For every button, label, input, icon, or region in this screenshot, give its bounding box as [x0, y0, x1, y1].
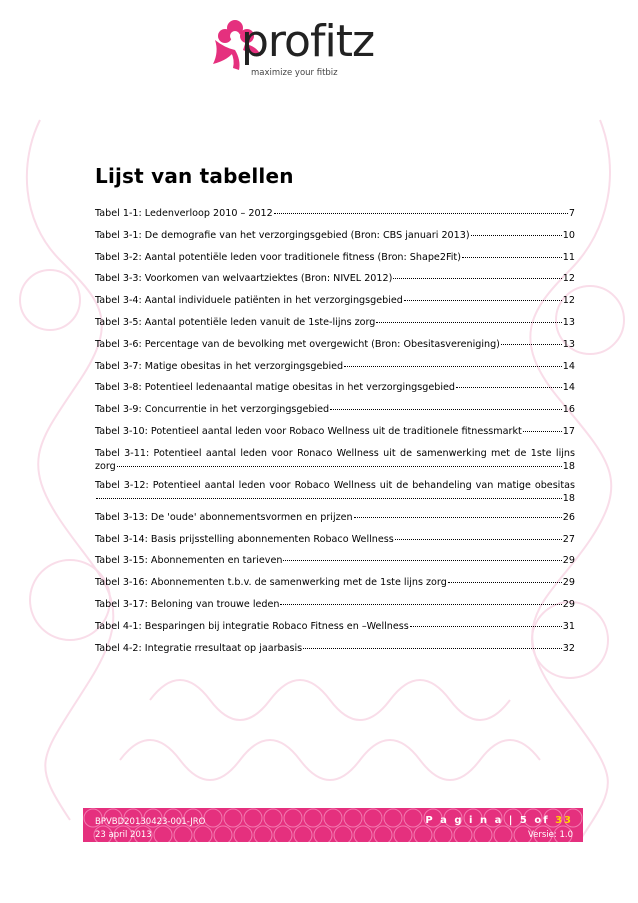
toc-leader-dots — [456, 387, 562, 388]
page-footer — [83, 808, 583, 842]
profitz-logo — [205, 14, 405, 84]
toc-leader-dots — [393, 278, 561, 279]
toc-entry[interactable] — [95, 230, 575, 252]
toc-entry[interactable] — [95, 480, 575, 507]
toc-entry-text: Tabel 3-9: Concurrentie in het verzorgingsgebied — [95, 404, 330, 416]
toc-entry-page: 14 — [562, 382, 575, 394]
toc-leader-dots — [96, 498, 562, 499]
toc-entry-page: 31 — [562, 620, 575, 632]
toc-entry[interactable] — [95, 252, 575, 274]
toc-entry[interactable] — [95, 361, 575, 383]
toc-entry-page: 26 — [562, 511, 575, 523]
page-number — [425, 815, 573, 826]
toc-entry-text: Tabel 3-13: De 'oude' abonnementsvormen en prijzen — [95, 511, 353, 523]
toc-entry-page: 7 — [568, 208, 575, 219]
toc-entry[interactable] — [95, 448, 575, 475]
toc-entry-text: Tabel 3-5: Aantal potentiële leden vanuit de 1ste-lijns zorg — [95, 316, 376, 328]
toc-entry-page: 10 — [562, 229, 575, 241]
page-number-label: P a g i n a | 5 of — [425, 815, 550, 826]
toc-entry-page: 18 — [562, 460, 575, 472]
toc-entry[interactable] — [95, 599, 575, 621]
toc-entry-page: 29 — [562, 555, 575, 567]
logo-wordmark: profitz — [241, 16, 375, 67]
logo-tagline: maximize your fitbiz — [251, 68, 338, 78]
toc-entry-text: Tabel 3-1: De demografie van het verzorgingsgebied (Bron: CBS januari 2013) — [95, 229, 470, 241]
toc-entry[interactable] — [95, 643, 575, 665]
toc-entry[interactable] — [95, 621, 575, 643]
document-version: Versie: 1.0 — [528, 830, 573, 840]
toc-leader-dots — [404, 300, 562, 301]
toc-entry-text: Tabel 3-8: Potentieel ledenaantal matige obesitas in het verzorgingsgebied — [95, 382, 456, 394]
toc-entry[interactable] — [95, 534, 575, 556]
toc-leader-dots — [448, 582, 562, 583]
toc-leader-dots — [410, 626, 562, 627]
toc-leader-dots — [523, 431, 562, 432]
toc-entry-text: Tabel 1-1: Ledenverloop 2010 – 2012 — [95, 208, 273, 219]
toc-leader-dots — [117, 466, 562, 467]
toc-leader-dots — [376, 322, 561, 323]
toc-entry-page: 12 — [562, 273, 575, 285]
toc-entry-text: Tabel 3-16: Abonnementen t.b.v. de samenwerking met de 1ste lijns zorg — [95, 577, 447, 589]
toc-leader-dots — [395, 539, 562, 540]
toc-entry-text: Tabel 3-10: Potentieel aantal leden voor Robaco Wellness uit de traditionele fitnessmarkt — [95, 425, 522, 437]
table-of-tables — [95, 208, 575, 664]
toc-entry[interactable] — [95, 295, 575, 317]
toc-entry[interactable] — [95, 512, 575, 534]
toc-leader-dots — [283, 560, 561, 561]
toc-entry-text: Tabel 3-7: Matige obesitas in het verzorgingsgebied — [95, 360, 344, 372]
toc-entry[interactable] — [95, 382, 575, 404]
toc-entry-text: Tabel 3-15: Abonnementen en tarieven — [95, 555, 283, 567]
toc-entry-page: 16 — [562, 404, 575, 416]
page-total: 33 — [555, 815, 573, 826]
toc-entry-page: 27 — [562, 533, 575, 545]
toc-entry-page: 11 — [562, 251, 575, 263]
toc-entry-text: Tabel 3-4: Aantal individuele patiënten in het verzorgingsgebied — [95, 295, 403, 307]
toc-entry-text: Tabel 3-6: Percentage van de bevolking met overgewicht (Bron: Obesitasvereniging) — [95, 338, 500, 350]
toc-entry-text: Tabel 3-2: Aantal potentiële leden voor traditionele fitness (Bron: Shape2Fit) — [95, 251, 461, 263]
toc-entry-text-continued: zorg — [95, 460, 116, 472]
toc-leader-dots — [471, 235, 562, 236]
toc-entry[interactable] — [95, 426, 575, 448]
page-title: Lijst van tabellen — [95, 164, 294, 188]
toc-entry-page: 17 — [562, 425, 575, 437]
toc-entry[interactable] — [95, 208, 575, 230]
toc-entry-page: 29 — [562, 577, 575, 589]
toc-entry[interactable] — [95, 339, 575, 361]
toc-entry-text: Tabel 3-3: Voorkomen van welvaartziektes (Bron: NIVEL 2012) — [95, 273, 393, 285]
toc-leader-dots — [303, 648, 562, 649]
toc-entry-page: 32 — [562, 642, 575, 654]
toc-entry[interactable] — [95, 577, 575, 599]
toc-entry-text: Tabel 3-14: Basis prijsstelling abonnementen Robaco Wellness — [95, 533, 394, 545]
document-code: BPVBD20130423-001-JRO — [95, 817, 206, 827]
toc-entry-page: 14 — [562, 360, 575, 372]
toc-entry-page: 13 — [562, 316, 575, 328]
toc-entry[interactable] — [95, 317, 575, 339]
toc-entry[interactable] — [95, 404, 575, 426]
document-date: 23 april 2013 — [95, 830, 152, 840]
toc-entry-text: Tabel 3-17: Beloning van trouwe leden — [95, 598, 280, 610]
toc-entry-text: Tabel 4-1: Besparingen bij integratie Robaco Fitness en –Wellness — [95, 620, 409, 632]
toc-leader-dots — [501, 344, 562, 345]
toc-leader-dots — [344, 366, 562, 367]
toc-entry-page: 18 — [562, 492, 575, 504]
toc-leader-dots — [462, 257, 562, 258]
toc-entry-text: Tabel 4-2: Integratie rresultaat op jaarbasis — [95, 642, 303, 654]
toc-entry[interactable] — [95, 555, 575, 577]
toc-entry-page: 13 — [562, 338, 575, 350]
toc-entry-page: 12 — [562, 295, 575, 307]
toc-leader-dots — [330, 409, 562, 410]
toc-entry-page: 29 — [562, 598, 575, 610]
toc-leader-dots — [354, 517, 562, 518]
toc-entry-text: Tabel 3-12: Potentieel aantal leden voor Robaco Wellness uit de behandeling van matige obesitas — [95, 479, 575, 491]
toc-entry-text: Tabel 3-11: Potentieel aantal leden voor Ronaco Wellness uit de samenwerking met de 1ste lijns — [95, 447, 575, 459]
toc-leader-dots — [274, 213, 568, 214]
toc-leader-dots — [280, 604, 561, 605]
toc-entry[interactable] — [95, 273, 575, 295]
